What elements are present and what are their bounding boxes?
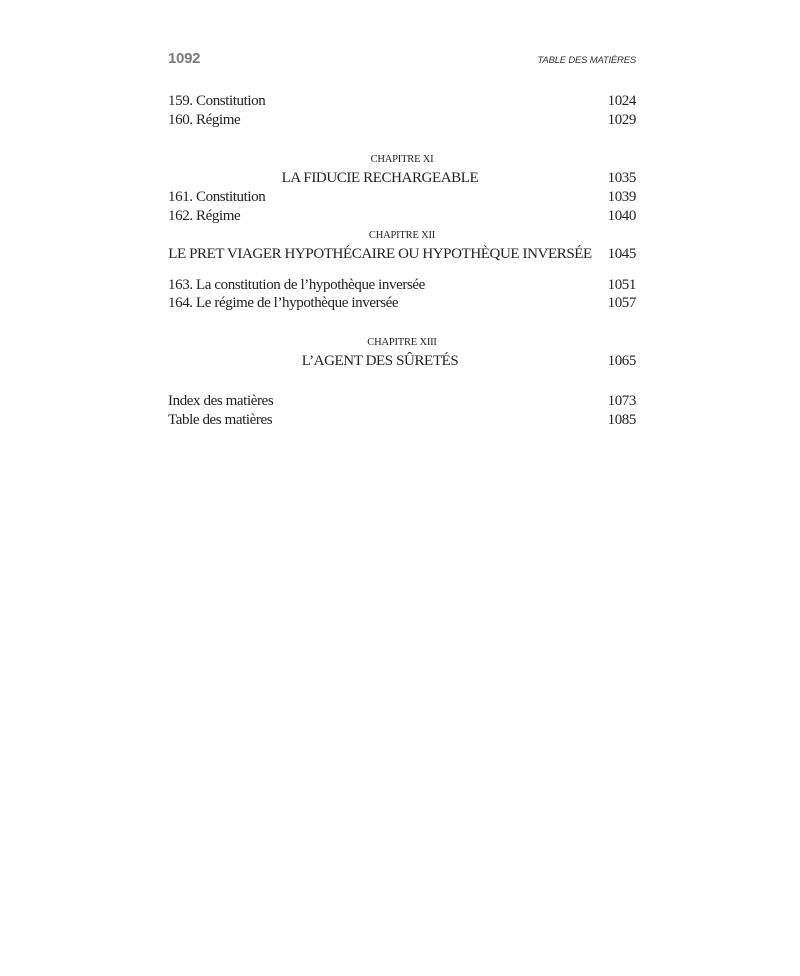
toc-entry-159[interactable] bbox=[168, 91, 636, 111]
page-number: 1092 bbox=[168, 50, 201, 67]
toc-page bbox=[168, 0, 636, 976]
toc-entry-label: Index des matières bbox=[168, 393, 274, 409]
chapter-12-heading[interactable] bbox=[168, 244, 636, 264]
toc-entry-page: 1085 bbox=[607, 412, 636, 428]
toc-entry-label: 159. Constitution bbox=[168, 93, 266, 109]
toc-entry-index[interactable] bbox=[168, 391, 636, 411]
chapter-12-title: LE PRET VIAGER HYPOTHÉCAIRE OU HYPOTHÈQUE INVERSÉE bbox=[168, 246, 592, 262]
toc-entry-163[interactable] bbox=[168, 275, 636, 295]
running-title: TABLE DES MATIÈRES bbox=[537, 55, 636, 66]
chapter-12-page: 1045 bbox=[607, 246, 636, 262]
toc-entry-page: 1040 bbox=[607, 208, 636, 224]
chapter-12-kicker: CHAPITRE XII bbox=[368, 230, 436, 241]
toc-entry-164[interactable] bbox=[168, 293, 636, 313]
chapter-13-kicker: CHAPITRE XIII bbox=[367, 337, 437, 348]
toc-entry-label: 160. Régime bbox=[168, 112, 241, 128]
chapter-11-heading[interactable] bbox=[168, 168, 636, 188]
toc-entry-label: 164. Le régime de l’hypothèque inversée bbox=[168, 295, 399, 311]
toc-entry-label: Table des matières bbox=[168, 412, 273, 428]
chapter-13-heading[interactable] bbox=[168, 351, 636, 371]
toc-entry-table[interactable] bbox=[168, 410, 636, 430]
toc-entry-160[interactable] bbox=[168, 110, 636, 130]
chapter-11-kicker: CHAPITRE XI bbox=[370, 154, 434, 165]
toc-entry-label: 161. Constitution bbox=[168, 189, 266, 205]
toc-entry-page: 1051 bbox=[607, 277, 636, 293]
chapter-13-title: L’AGENT DES SÛRETÉS bbox=[301, 353, 459, 369]
chapter-13-page: 1065 bbox=[607, 353, 636, 369]
toc-entry-label: 163. La constitution de l’hypothèque inversée bbox=[168, 277, 425, 293]
running-head bbox=[168, 50, 636, 72]
toc-entry-page: 1029 bbox=[607, 112, 636, 128]
chapter-11-page: 1035 bbox=[607, 170, 636, 186]
toc-entry-label: 162. Régime bbox=[168, 208, 241, 224]
toc-entry-page: 1073 bbox=[607, 393, 636, 409]
toc-entry-162[interactable] bbox=[168, 206, 636, 226]
toc-entry-161[interactable] bbox=[168, 187, 636, 207]
toc-entry-page: 1057 bbox=[607, 295, 636, 311]
toc-entry-page: 1039 bbox=[607, 189, 636, 205]
toc-entry-page: 1024 bbox=[607, 93, 636, 109]
chapter-11-title: LA FIDUCIE RECHARGEABLE bbox=[281, 170, 479, 186]
